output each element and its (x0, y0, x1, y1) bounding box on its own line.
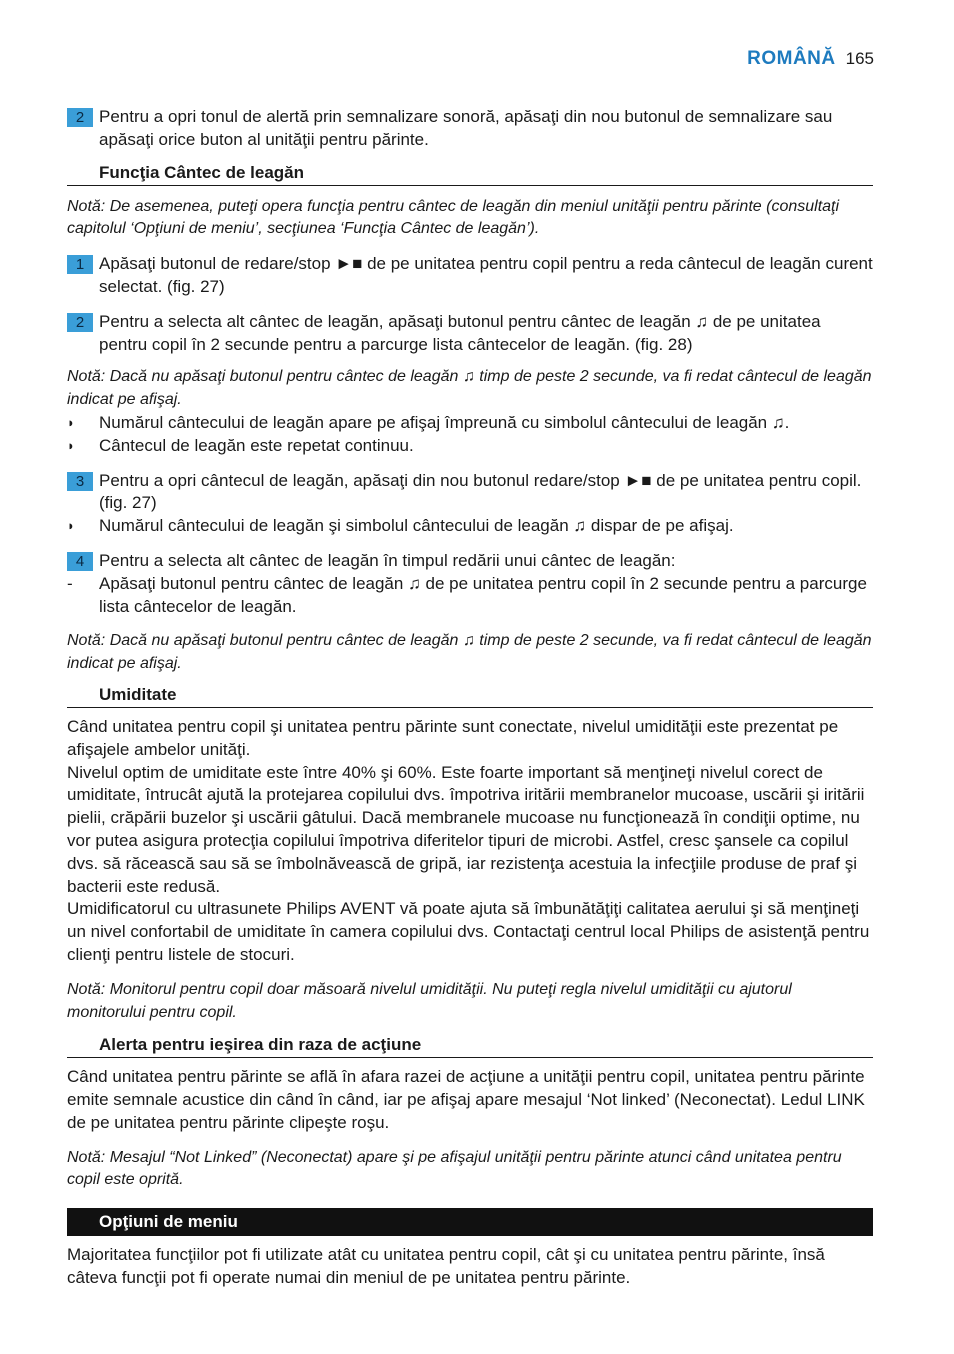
step-text: Pentru a selecta alt cântec de leagăn în timpul redării unui cântec de leagăn: (99, 550, 676, 570)
note-text: Notă: Monitorul pentru copil doar măsoară nivelul umidităţii. Nu puteţi regla nivelul umidităţii cu ajutorul monitorului pentru copil. (67, 980, 792, 1021)
step-number-badge: 1 (67, 255, 93, 274)
section-heading: Alerta pentru ieşirea din raza de acţiune (67, 1034, 873, 1058)
page-header (747, 48, 874, 70)
dash-item (67, 573, 873, 619)
bullet-text: Numărul cântecului de leagăn şi simbolul cântecului de leagăn ♫ dispar de pe afişaj. (99, 516, 734, 536)
result-bullet (67, 435, 873, 458)
chapter-heading: Opţiuni de meniu (67, 1208, 873, 1236)
step-item (67, 311, 873, 357)
section-heading: Umiditate (67, 684, 873, 708)
bullet-icon: ◗ (67, 437, 75, 453)
step-number-badge: 2 (67, 108, 93, 127)
note-text: Notă: De asemenea, puteţi opera funcţia pentru cântec de leagăn din meniul unităţii pentru părinte (consultaţi capitolul ‘Opţiuni de meniu’, secţiunea ‘Funcţia Cântec de leagăn’). (67, 197, 840, 238)
page-content (67, 106, 873, 1290)
bullet-text: Numărul cântecului de leagăn apare pe afişaj împreună cu simbolul cântecului de leagăn ♫. (99, 412, 790, 432)
note-text: Notă: Mesajul “Not Linked” (Neconectat) apare şi pe afişajul unităţii pentru părinte atunci când unitatea pentru copil este oprită. (67, 1148, 842, 1189)
body-paragraph: Umidificatorul cu ultrasunete Philips AVENT vă poate ajuta să îmbunătăţiţi calitatea aerului şi să menţineţi un nivel confortabil de umiditate în camera copilului dvs. Contactaţi centrul local Philips de asistenţă pentru clienţi pentru listele de stocuri. (67, 899, 870, 964)
step-number-badge: 4 (67, 552, 93, 571)
body-paragraph: Când unitatea pentru părinte se află în afara razei de acţiune a unităţii pentru copil, unitatea pentru părinte emite semnale acustice din când în când, iar pe afişaj apare mesajul ‘Not linked’ (Neconectat). Ledul LINK de pe unitatea pentru părinte clipeşte roşu. (67, 1067, 865, 1132)
step-item (67, 550, 873, 573)
bullet-text: Cântecul de leagăn este repetat continuu. (99, 435, 414, 455)
bullet-icon: ◗ (67, 414, 75, 430)
bullet-icon: ◗ (67, 518, 75, 534)
body-paragraph: Nivelul optim de umiditate este între 40% şi 60%. Este foarte important să menţineţi nivelul corect de umiditate, întrucât ajută la protejarea copilului dvs. împotriva iritării membranelor mucoase, uscării şi iritării pielii, crăpării buzelor şi uscării gâtului. Dacă membranele mucoase nu funcţionează în condiţii optime, nu vor putea asigura protecţia copilului împotriva diferitelor tipuri de microbi. Astfel, cresc şansele ca copilul dvs. să răcească sau să se îmbolnăvească de gripă, iar rezistenţa acestuia la infecţiile produse de praf şi bacterii este redusă. (67, 762, 865, 896)
step-item (67, 106, 873, 152)
language-label: ROMÂNĂ (747, 48, 836, 69)
step-text: Pentru a selecta alt cântec de leagăn, apăsaţi butonul pentru cântec de leagăn ♫ de pe unitatea pentru copil în 2 secunde pentru a parcurge lista cântecelor de leagăn. (fig. 28) (99, 311, 821, 354)
note-text: Notă: Dacă nu apăsaţi butonul pentru cântec de leagăn ♫ timp de peste 2 secunde, va fi redat cântecul de leagăn indicat pe afişaj. (67, 632, 872, 673)
step-item (67, 253, 873, 299)
page-number: 165 (845, 49, 874, 68)
note-text: Notă: Dacă nu apăsaţi butonul pentru cântec de leagăn ♫ timp de peste 2 secunde, va fi redat cântecul de leagăn indicat pe afişaj. (67, 368, 872, 409)
result-bullet (67, 412, 873, 435)
result-bullet (67, 515, 873, 538)
step-item (67, 470, 873, 516)
dash-icon: - (67, 573, 73, 593)
section-heading: Funcţia Cântec de leagăn (67, 162, 873, 186)
dash-text: Apăsaţi butonul pentru cântec de leagăn ♫ de pe unitatea pentru copil în 2 secunde pentru a parcurge lista cântecelor de leagăn. (99, 573, 867, 616)
body-paragraph: Majoritatea funcţiilor pot fi utilizate atât cu unitatea pentru copil, cât şi cu unitatea pentru părinte, însă câteva funcţii pot fi operate numai din meniul de pe unitatea pentru părinte. (67, 1245, 825, 1288)
body-paragraph: Când unitatea pentru copil şi unitatea pentru părinte sunt conectate, nivelul umidităţii este prezentat pe afişajele ambelor unităţi. (67, 716, 839, 759)
step-number-badge: 2 (67, 313, 93, 332)
step-text: Pentru a opri tonul de alertă prin semnalizare sonoră, apăsaţi din nou butonul de semnalizare sau apăsaţi orice buton al unităţii pentru părinte. (99, 107, 833, 149)
step-number-badge: 3 (67, 472, 93, 491)
step-text: Pentru a opri cântecul de leagăn, apăsaţi din nou butonul redare/stop ►■ de pe unitatea pentru copil. (fig. 27) (99, 470, 862, 513)
step-text: Apăsaţi butonul de redare/stop ►■ de pe unitatea pentru copil pentru a reda cântecul de leagăn curent selectat. (fig. 27) (99, 254, 873, 296)
